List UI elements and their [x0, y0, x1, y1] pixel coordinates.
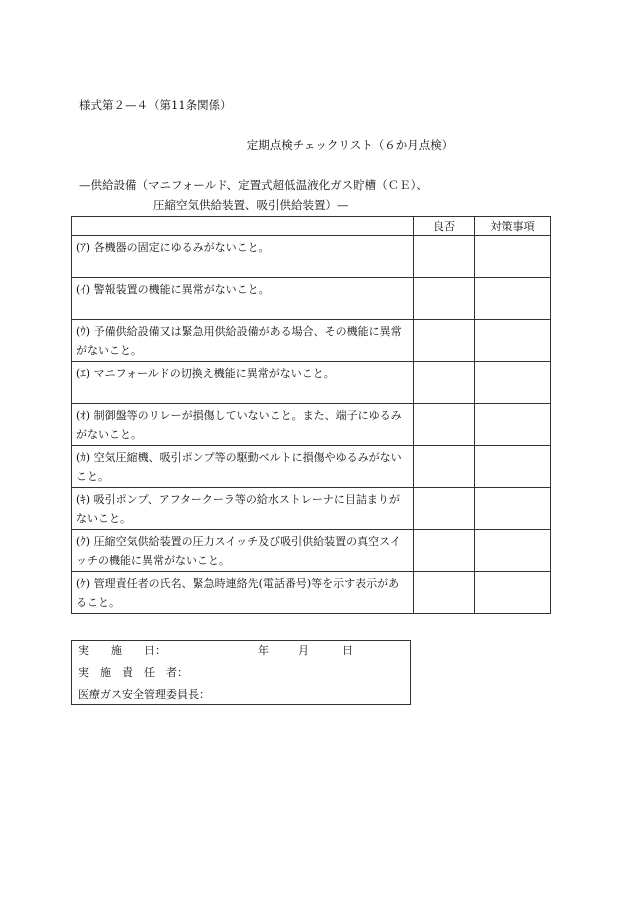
header-ok: 良否 — [414, 217, 475, 236]
month-label: 月 — [298, 644, 309, 657]
check-item-text: (ｶ) 空気圧縮機、吸引ポンプ等の駆動ベルトに損傷やゆるみがないこと。 — [72, 446, 414, 488]
subtitle-line-2: 圧縮空気供給装置、吸引供給装置）— — [153, 198, 349, 212]
ok-cell[interactable] — [414, 362, 475, 404]
signature-box — [71, 640, 411, 705]
ok-cell[interactable] — [414, 572, 475, 614]
check-item-text: (ｱ) 各機器の固定にゆるみがないこと。 — [72, 236, 414, 278]
action-cell[interactable] — [475, 320, 551, 362]
checklist-row — [72, 320, 551, 362]
check-item-text: (ｵ) 制御盤等のリレーが損傷していないこと。また、端子にゆるみがないこと。 — [72, 404, 414, 446]
check-item-text: (ｳ) 予備供給設備又は緊急用供給設備がある場合、その機能に異常がないこと。 — [72, 320, 414, 362]
subtitle-line-1: —供給設備（マニフォールド、定置式超低温液化ガス貯槽（ＣＥ）、 — [79, 178, 428, 192]
person-label: 実 施 責 任 者： — [78, 666, 188, 679]
form-number: 様式第２—４（第11条関係） — [79, 98, 232, 112]
action-cell[interactable] — [475, 530, 551, 572]
ok-cell[interactable] — [414, 404, 475, 446]
checklist-row — [72, 530, 551, 572]
page-title: 定期点検チェックリスト（６か月点検） — [246, 138, 454, 152]
action-cell[interactable] — [475, 446, 551, 488]
header-item — [72, 217, 414, 236]
action-cell[interactable] — [475, 404, 551, 446]
check-item-text: (ｲ) 警報装置の機能に異常がないこと。 — [72, 278, 414, 320]
checklist-row — [72, 446, 551, 488]
ok-cell[interactable] — [414, 278, 475, 320]
date-label: 実 施 日： — [78, 644, 166, 657]
ok-cell[interactable] — [414, 320, 475, 362]
ok-cell[interactable] — [414, 446, 475, 488]
checklist-header-row — [72, 217, 551, 236]
chair-field[interactable] — [208, 682, 358, 698]
checklist-row — [72, 236, 551, 278]
check-item-text: (ｴ) マニフォールドの切換え機能に異常がないこと。 — [72, 362, 414, 404]
year-label: 年 — [258, 644, 269, 657]
action-cell[interactable] — [475, 488, 551, 530]
check-item-text: (ｷ) 吸引ポンプ、アフタークーラ等の給水ストレーナに目詰まりがないこと。 — [72, 488, 414, 530]
action-cell[interactable] — [475, 572, 551, 614]
checklist-row — [72, 278, 551, 320]
action-cell[interactable] — [475, 278, 551, 320]
ok-cell[interactable] — [414, 488, 475, 530]
chair-row — [72, 682, 411, 705]
action-cell[interactable] — [475, 236, 551, 278]
checklist-table — [71, 216, 551, 614]
check-item-text: (ｸ) 圧縮空気供給装置の圧力スイッチ及び吸引供給装置の真空スイッチの機能に異常がないこと。 — [72, 530, 414, 572]
date-row — [72, 641, 411, 661]
checklist-row — [72, 572, 551, 614]
person-row — [72, 660, 411, 682]
chair-label: 医療ガス安全管理委員長： — [78, 688, 210, 701]
checklist-row — [72, 404, 551, 446]
checklist-row — [72, 488, 551, 530]
action-cell[interactable] — [475, 362, 551, 404]
ok-cell[interactable] — [414, 530, 475, 572]
ok-cell[interactable] — [414, 236, 475, 278]
person-field[interactable] — [208, 660, 358, 676]
header-action: 対策事項 — [475, 217, 551, 236]
checklist-row — [72, 362, 551, 404]
day-label: 日 — [342, 644, 353, 657]
check-item-text: (ｹ) 管理責任者の氏名、緊急時連絡先(電話番号)等を示す表示があること。 — [72, 572, 414, 614]
